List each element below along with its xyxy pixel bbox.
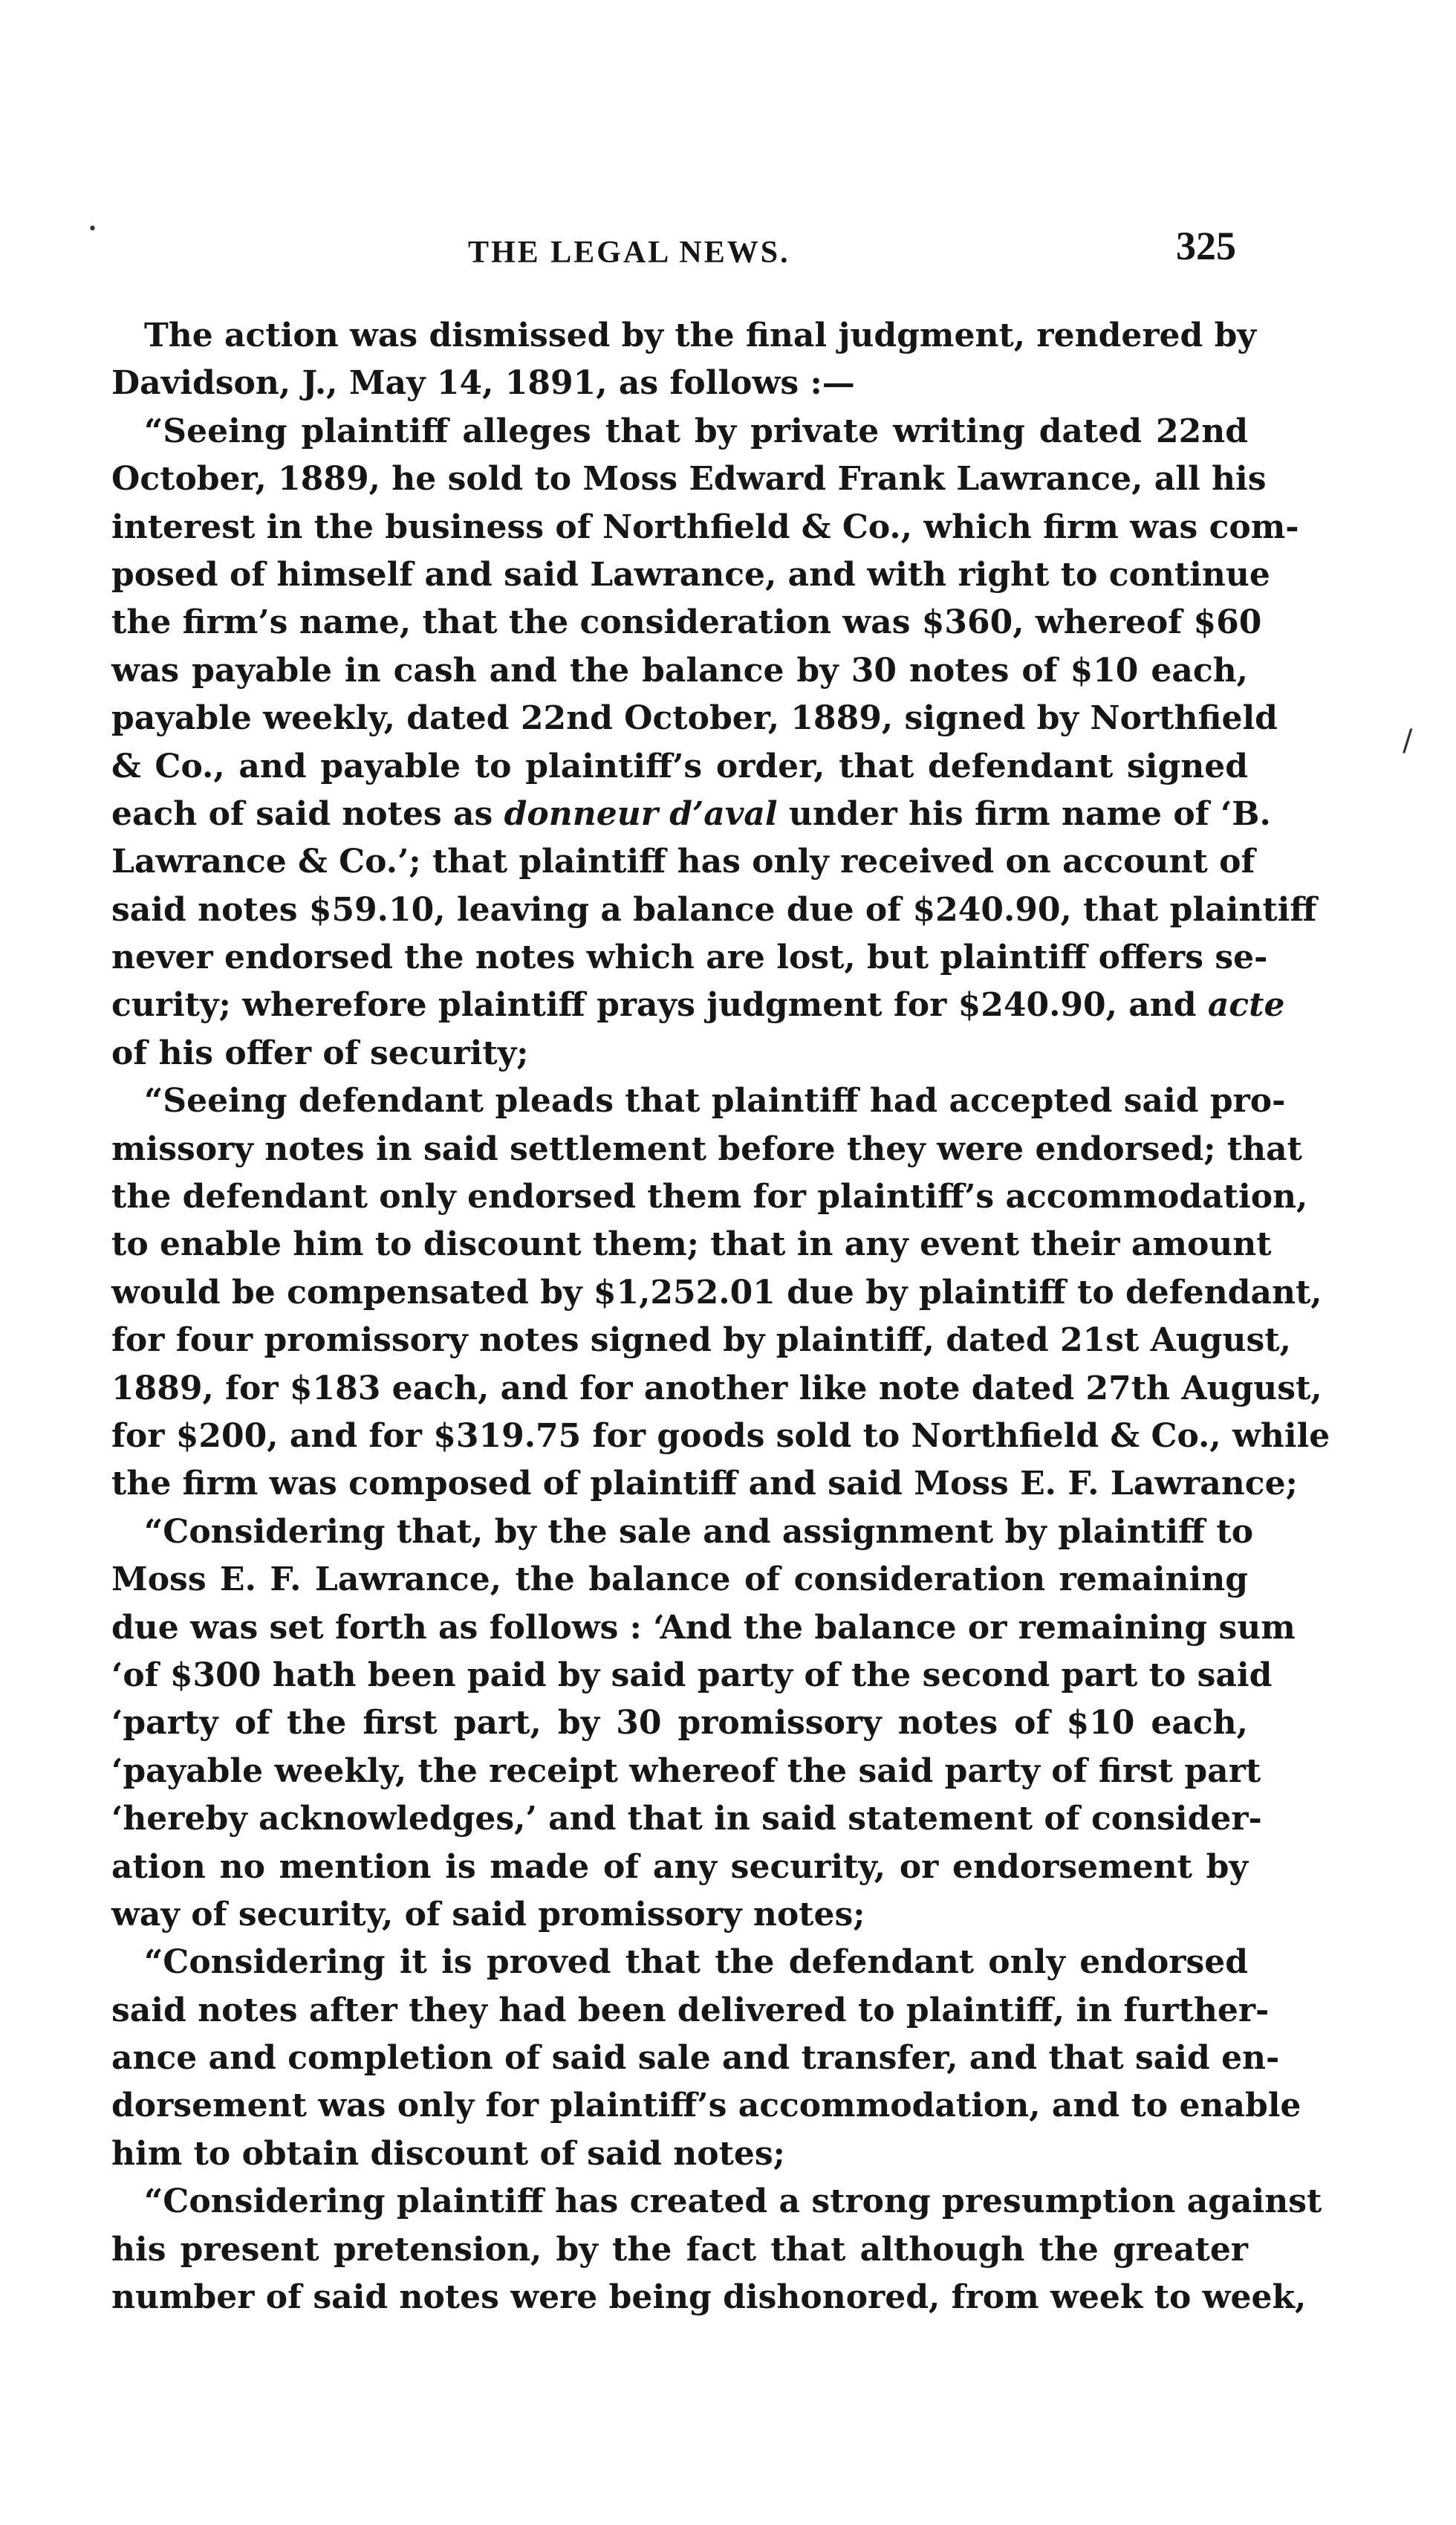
text-line (111, 982, 1285, 1029)
text-line: dorsement was only for plaintiff’s accommodation, and to enable (111, 2087, 1301, 2125)
text-line: October, 1889, he sold to Moss Edward Frank Lawrance, all his (111, 460, 1267, 499)
text-line (111, 791, 1271, 838)
text-line: the defendant only endorsed them for plaintiff’s accommodation, (111, 1178, 1308, 1216)
text-line: his present pretension, by the fact that although the greater (111, 2230, 1248, 2269)
text-line: missory notes in said settlement before they were endorsed; that (111, 1129, 1302, 1168)
text-line: “Seeing defendant pleads that plaintiff had accepted said pro- (144, 1082, 1286, 1121)
text-line: was payable in cash and the balance by 30 notes of $10 each, (111, 651, 1248, 690)
text-line: “Considering that, by the sale and assignment by plaintiff to (144, 1512, 1254, 1551)
text-line: the firm was composed of plaintiff and said Moss E. F. Lawrance; (111, 1465, 1298, 1503)
text-line: The action was dismissed by the final judgment, rendered by (144, 317, 1256, 354)
text-line: said notes $59.10, leaving a balance due of $240.90, that plaintiff (111, 890, 1317, 929)
text-line: ‘of $300 hath been paid by said party of the second part to said (111, 1656, 1273, 1694)
text-line: Lawrance & Co.’; that plaintiff has only received on account of (111, 843, 1255, 881)
text-line: Davidson, J., May 14, 1891, as follows :— (111, 364, 855, 403)
text-line: way of security, of said promissory notes; (111, 1895, 865, 1934)
text-line: Moss E. F. Lawrance, the balance of consideration remaining (111, 1560, 1248, 1599)
italic-term: donneur d’aval (504, 794, 778, 833)
margin-tick-mark: / (1403, 724, 1413, 758)
text-line: posed of himself and said Lawrance, and with right to continue (111, 555, 1270, 594)
text-run: each of said notes as (111, 794, 504, 833)
text-line: “Considering it is proved that the defendant only endorsed (144, 1943, 1248, 1982)
text-run: curity; wherefore plaintiff prays judgment for $240.90, and (111, 986, 1208, 1025)
text-line: for $200, and for $319.75 for goods sold to Northfield & Co., while (111, 1416, 1330, 1455)
margin-dot-mark: • (88, 220, 97, 239)
text-line: ance and completion of said sale and transfer, and that said en- (111, 2039, 1280, 2078)
text-line: “Seeing plaintiff alleges that by private writing dated 22nd (144, 412, 1248, 450)
text-line: due was set forth as follows : ‘And the balance or remaining sum (111, 1608, 1296, 1647)
page-number: 325 (1176, 224, 1236, 268)
text-line: the firm’s name, that the consideration was $360, whereof $60 (111, 603, 1262, 642)
text-line: number of said notes were being dishonored, from week to week, (111, 2278, 1307, 2317)
page-header (119, 223, 1255, 290)
text-line: ‘payable weekly, the receipt whereof the said party of first part (111, 1751, 1261, 1790)
text-line: him to obtain discount of said notes; (111, 2134, 785, 2173)
text-line: would be compensated by $1,252.01 due by plaintiff to defendant, (111, 1273, 1322, 1312)
body-text (111, 312, 1330, 2321)
text-line: said notes after they had been delivered to plaintiff, in further- (111, 1991, 1270, 2029)
text-line: payable weekly, dated 22nd October, 1889, signed by Northfield (111, 699, 1278, 738)
text-line: 1889, for $183 each, and for another like note dated 27th August, (111, 1369, 1322, 1407)
text-line: ‘hereby acknowledges,’ and that in said statement of consider- (111, 1800, 1262, 1838)
text-line: never endorsed the notes which are lost, but plaintiff offers se- (111, 939, 1268, 977)
italic-term: acte (1207, 986, 1285, 1025)
text-line: “Considering plaintiff has created a strong presumption against (144, 2182, 1322, 2221)
text-line: of his offer of security; (111, 1034, 529, 1072)
text-line: ation no mention is made of any security, or endorsement by (111, 1847, 1248, 1886)
text-line: & Co., and payable to plaintiff’s order, that defendant signed (111, 747, 1248, 785)
text-run: under his firm name of ‘B. (777, 794, 1271, 833)
text-line: for four promissory notes signed by plaintiff, dated 21st August, (111, 1321, 1291, 1360)
text-line: ‘party of the first part, by 30 promissory notes of $10 each, (111, 1704, 1248, 1743)
text-line: to enable him to discount them; that in any event their amount (111, 1225, 1272, 1264)
running-head: THE LEGAL NEWS. (468, 236, 790, 270)
text-line: interest in the business of Northfield & Co., which firm was com- (111, 508, 1299, 546)
